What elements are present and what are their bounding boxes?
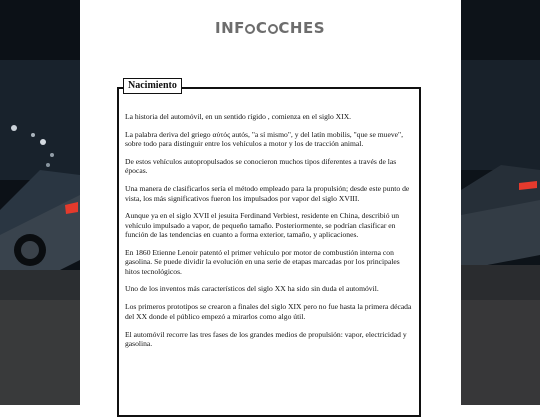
- article-paragraph: En 1860 Etienne Lenoir patentó el primer vehículo por motor de combustión interna con gasolina. Se puede dividir la evolución en una serie de etapas marcadas por los principales hitos tecnológicos.: [125, 247, 400, 276]
- logo-o-icon: [268, 24, 278, 34]
- car-illustration-right: [461, 0, 540, 405]
- article-paragraph: La palabra deriva del griego αὐτός autós, "a sí mismo", y del latín mobilis, "que se mueve", sobre todo para distinguir entre los vehículos a motor y los de tracción animal.: [125, 129, 403, 149]
- article-title: Nacimiento: [123, 78, 182, 94]
- logo-text-mid: C: [255, 19, 268, 37]
- logo-text-start: INF: [214, 19, 245, 37]
- article-content: [125, 112, 416, 357]
- right-car-image: [461, 0, 540, 405]
- article-paragraph: Los primeros prototipos se crearon a finales del siglo XIX pero no fue hasta la primera década del XX donde el público empezó a mirarlos como algo útil.: [125, 302, 412, 321]
- site-logo[interactable]: [0, 19, 540, 37]
- article-paragraph: Aunque ya en el siglo XVII el jesuita Ferdinand Verbiest, residente en China, describió un vehículo impulsado a vapor, de pequeño tamaño. Posteriormente, se podrían clasificar en función de las tendencias en cuanto a forma exterior, tamaño, y aplicaciones.: [125, 211, 400, 240]
- article-paragraph: La historia del automóvil, en un sentido rígido , comienza en el siglo XIX.: [125, 112, 352, 121]
- article-paragraph: Uno de los inventos más característicos del siglo XX ha sido sin duda el automóvil.: [125, 284, 379, 294]
- logo-o-icon: [245, 24, 255, 34]
- article-paragraph: De estos vehículos autopropulsados se conocieron muchos tipos diferentes a través de las épocas.: [125, 157, 397, 176]
- logo-text-end: CHES: [278, 19, 326, 37]
- article-paragraph: El automóvil recorre las tres fases de los grandes medios de propulsión: vapor, electricidad y gasolina.: [125, 329, 407, 348]
- car-illustration-left: [0, 0, 80, 405]
- left-car-image: [0, 0, 80, 405]
- article-paragraph: Una manera de clasificarlos sería el método empleado para la propulsión; desde este punto de vista, los más significativos fueron los impulsados por vapor del siglo XVIII.: [125, 184, 410, 203]
